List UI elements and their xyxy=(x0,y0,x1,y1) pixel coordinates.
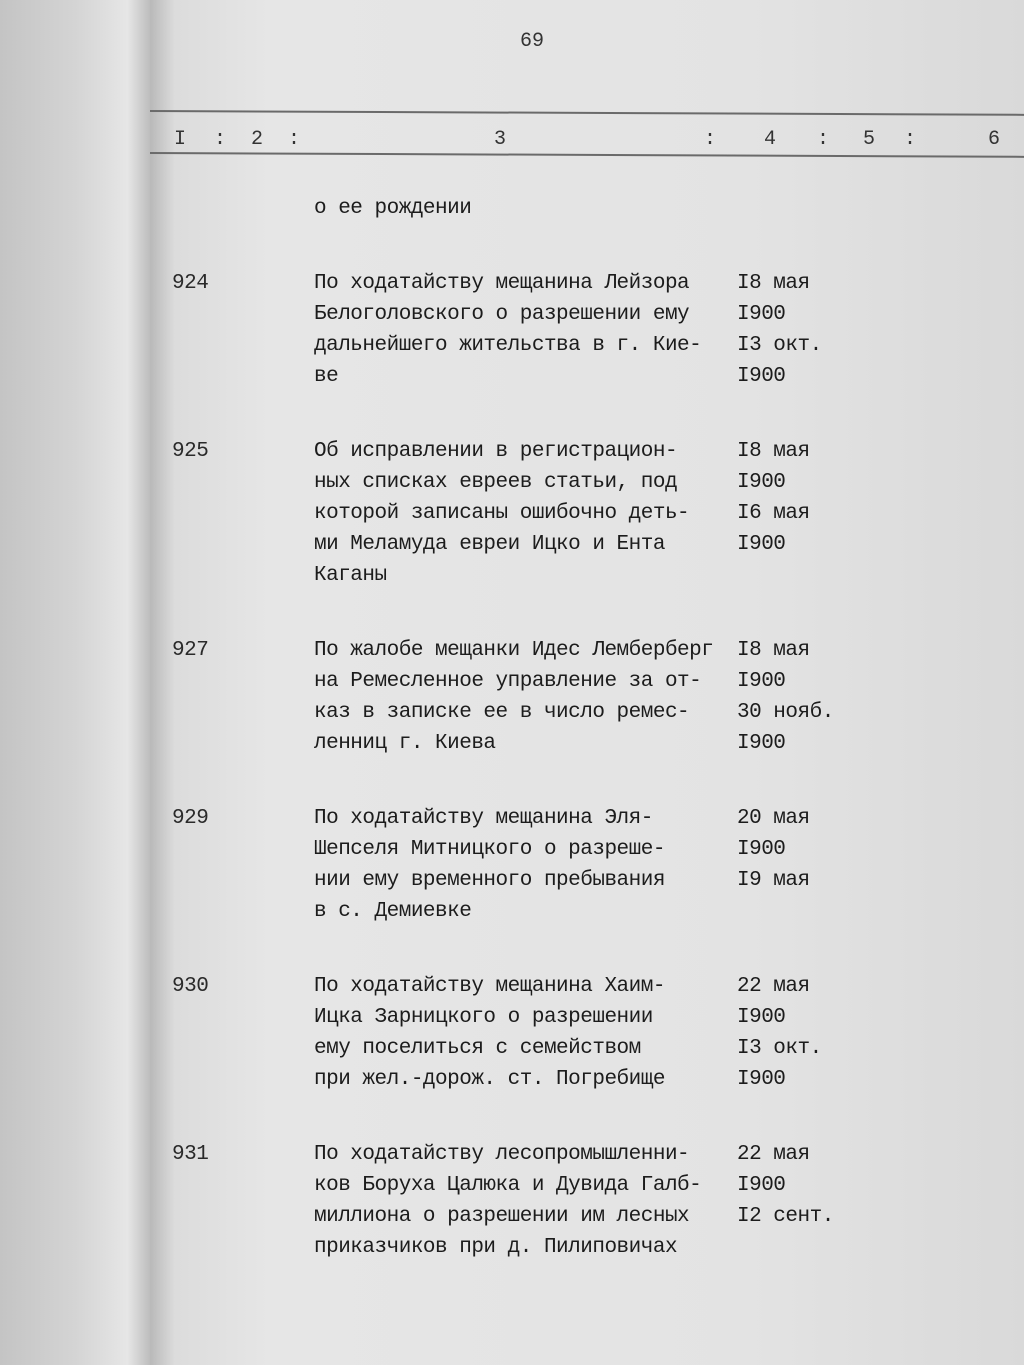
entry-description xyxy=(314,971,737,1095)
entry-date-line: I900 xyxy=(737,1006,786,1029)
header-rule-bottom xyxy=(150,152,1024,158)
entry-date-line: I900 xyxy=(737,303,786,326)
entry-dates xyxy=(737,436,937,591)
entry-number xyxy=(150,193,314,224)
entry-description-line: нии ему временного пребывания xyxy=(314,869,665,892)
entry-description-line: Белоголовского о разрешении ему xyxy=(314,303,690,326)
entry-description-line: Шепселя Митницкого о разреше- xyxy=(314,838,665,861)
entry-description-line: при жел.-дорож. ст. Погребище xyxy=(314,1068,665,1091)
list-item xyxy=(150,436,1024,591)
adjacent-page xyxy=(0,0,150,1365)
list-item xyxy=(150,971,1024,1095)
entry-description-line: По ходатайству мещанина Хаим- xyxy=(314,975,665,998)
entry-description-line: о ее рождении xyxy=(314,197,472,220)
entry-date-line: I3 окт. xyxy=(737,1037,822,1060)
entry-date-line: I8 мая xyxy=(737,272,810,295)
header-rule-top xyxy=(150,110,1024,116)
entry-description xyxy=(314,268,737,392)
entry-date-line: I900 xyxy=(737,732,786,755)
entry-dates xyxy=(737,635,937,759)
list-item xyxy=(150,268,1024,392)
column-separator: : xyxy=(288,128,301,151)
entry-description xyxy=(314,803,737,927)
entry-dates xyxy=(737,268,937,392)
entry-description-line: приказчиков при д. Пилиповичах xyxy=(314,1236,678,1259)
entry-date-line: 30 нояб. xyxy=(737,701,834,724)
list-item xyxy=(150,803,1024,927)
entry-number: 930 xyxy=(172,975,209,998)
column-1-label: I xyxy=(174,128,187,151)
entry-description-line: дальнейшего жительства в г. Кие- xyxy=(314,334,702,357)
list-item xyxy=(150,635,1024,759)
column-5-label: 5 xyxy=(863,128,876,151)
entries-list xyxy=(150,193,1024,1263)
entry-number: 927 xyxy=(172,639,209,662)
entry-dates xyxy=(737,971,937,1095)
entry-date-line: 22 мая xyxy=(737,975,810,998)
entry-description-line: ве xyxy=(314,365,339,388)
entry-date-line: I6 мая xyxy=(737,502,810,525)
entry-date-line: I900 xyxy=(737,365,786,388)
entry-date-line: I2 сент. xyxy=(737,1205,834,1228)
entry-date-line: I900 xyxy=(737,1068,786,1091)
entry-description-line: ми Меламуда евреи Ицко и Ента xyxy=(314,533,665,556)
entry-description xyxy=(314,193,737,224)
entry-description-line: По жалобе мещанки Идес Лемберберг xyxy=(314,639,714,662)
entry-date-line: I900 xyxy=(737,533,786,556)
column-separator: : xyxy=(904,128,917,151)
entry-description-line: По ходатайству мещанина Эля- xyxy=(314,807,653,830)
entry-date-line: 20 мая xyxy=(737,807,810,830)
list-item xyxy=(150,193,1024,224)
entry-date-line: I900 xyxy=(737,670,786,693)
entry-description-line: миллиона о разрешении им лесных xyxy=(314,1205,690,1228)
entry-description-line: По ходатайству лесопромышленни- xyxy=(314,1143,690,1166)
entry-description-line: ему поселиться с семейством xyxy=(314,1037,641,1060)
entry-number: 929 xyxy=(172,807,209,830)
entry-description xyxy=(314,1139,737,1263)
entry-description-line: каз в записке ее в число ремес- xyxy=(314,701,690,724)
entry-date-line: I8 мая xyxy=(737,639,810,662)
entry-description-line: Каганы xyxy=(314,564,387,587)
entry-description xyxy=(314,436,737,591)
column-separator: : xyxy=(214,128,227,151)
entry-dates xyxy=(737,1139,937,1263)
entry-description-line: Ицка Зарницкого о разрешении xyxy=(314,1006,653,1029)
entry-date-line: I3 окт. xyxy=(737,334,822,357)
entry-description-line: ков Боруха Цалюка и Дувида Галб- xyxy=(314,1174,702,1197)
column-3-label: 3 xyxy=(494,128,507,151)
entry-date-line: I9 мая xyxy=(737,869,810,892)
entry-description xyxy=(314,635,737,759)
entry-dates xyxy=(737,193,937,224)
column-2-label: 2 xyxy=(251,128,264,151)
entry-description-line: в с. Демиевке xyxy=(314,900,472,923)
entry-number: 925 xyxy=(172,440,209,463)
entry-number: 931 xyxy=(172,1143,209,1166)
entry-number: 924 xyxy=(172,272,209,295)
entry-description-line: По ходатайству мещанина Лейзора xyxy=(314,272,690,295)
column-separator: : xyxy=(704,128,717,151)
column-4-label: 4 xyxy=(764,128,777,151)
entry-date-line: I900 xyxy=(737,1174,786,1197)
entry-date-line: 22 мая xyxy=(737,1143,810,1166)
entry-description-line: ных списках евреев статьи, под xyxy=(314,471,678,494)
entry-description-line: которой записаны ошибочно деть- xyxy=(314,502,690,525)
column-6-label: 6 xyxy=(988,128,1001,151)
entry-date-line: I900 xyxy=(737,838,786,861)
page-number: 69 xyxy=(520,30,545,53)
entry-date-line: I8 мая xyxy=(737,440,810,463)
document-page xyxy=(150,0,1024,1365)
entry-dates xyxy=(737,803,937,927)
entry-description-line: ленниц г. Киева xyxy=(314,732,496,755)
entry-date-line: I900 xyxy=(737,471,786,494)
entry-description-line: на Ремесленное управление за от- xyxy=(314,670,702,693)
list-item xyxy=(150,1139,1024,1263)
column-separator: : xyxy=(817,128,830,151)
entry-description-line: Об исправлении в регистрацион- xyxy=(314,440,678,463)
